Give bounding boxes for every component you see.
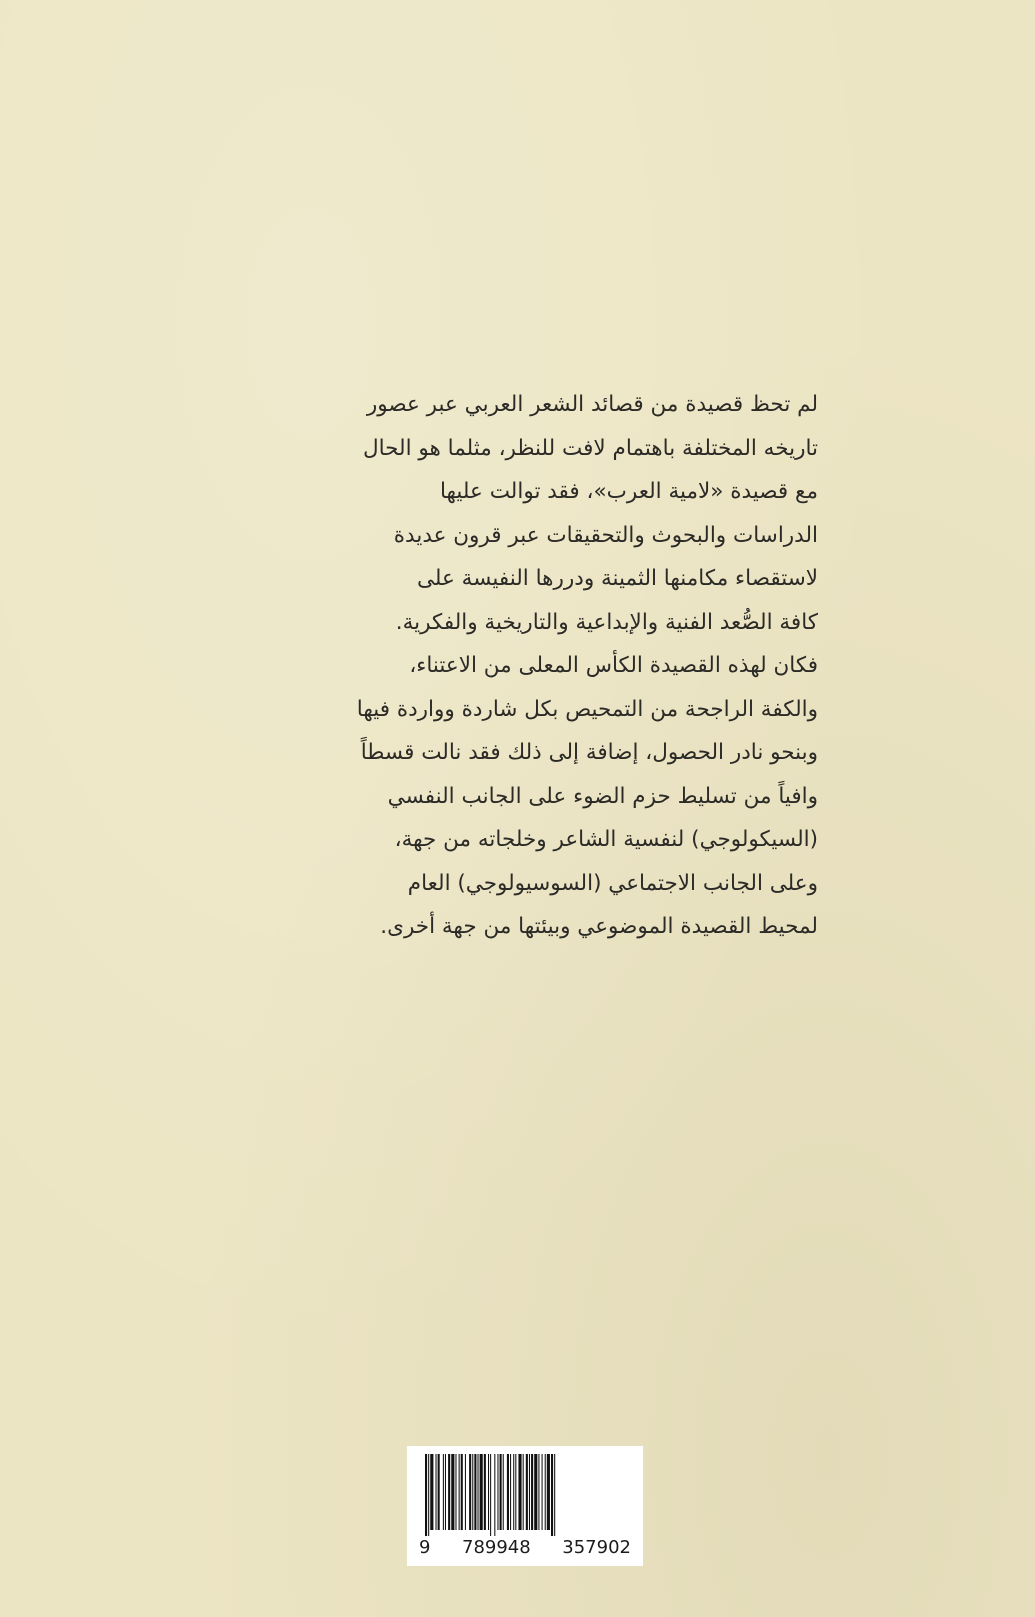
- blurb-line: مع قصيدة «لامية العرب»، فقد توالت عليها: [439, 479, 818, 504]
- barcode-bar: [534, 1454, 537, 1530]
- blurb-line: فكان لهذه القصيدة الكأس المعلى من الاعتناء،: [409, 653, 818, 678]
- barcode-bar: [507, 1454, 509, 1530]
- barcode-bar: [451, 1454, 454, 1530]
- barcode-bar: [448, 1454, 450, 1530]
- barcode-bar: [531, 1454, 533, 1530]
- blurb-line: تاريخه المختلفة باهتمام لافت للنظر، مثلما هو الحال: [362, 435, 818, 461]
- back-cover-blurb: [258, 383, 818, 949]
- barcode-bars: [419, 1454, 631, 1536]
- isbn-digits-left: 789948: [462, 1537, 531, 1558]
- barcode-bar: [428, 1454, 429, 1536]
- barcode-bar: [478, 1454, 479, 1530]
- barcode-bar: [459, 1454, 460, 1530]
- blurb-line: والكفة الراجحة من التمحيص بكل شاردة وواردة فيها: [356, 696, 818, 722]
- isbn-digit-first: 9: [419, 1537, 431, 1558]
- barcode-bar: [436, 1454, 437, 1530]
- isbn-number: [407, 1537, 643, 1558]
- barcode-bar: [472, 1454, 473, 1530]
- barcode-bar: [490, 1454, 491, 1536]
- blurb-line: (السيكولوجي) لنفسية الشاعر وخلجاته من جهة،: [394, 827, 818, 852]
- barcode-bar: [497, 1454, 498, 1530]
- blurb-line: وافياً من تسليط حزم الضوء على الجانب النفسي: [387, 783, 818, 809]
- barcode-bar: [515, 1454, 516, 1530]
- isbn-barcode: [407, 1446, 643, 1566]
- barcode-bar: [542, 1454, 543, 1530]
- blurb-line: لم تحظ قصيدة من قصائد الشعر العربي عبر عصور: [366, 392, 818, 417]
- barcode-bar: [461, 1454, 463, 1530]
- blurb-line: الدراسات والبحوث والتحقيقات عبر قرون عديدة: [393, 522, 818, 548]
- barcode-bar: [513, 1454, 514, 1530]
- barcode-bar: [523, 1454, 524, 1530]
- blurb-line: لمحيط القصيدة الموضوعي وبيئتها من جهة أخرى.: [380, 914, 818, 939]
- barcode-bar: [503, 1454, 504, 1530]
- barcode-bar: [510, 1454, 511, 1530]
- barcode-bar: [455, 1454, 456, 1530]
- barcode-bar: [494, 1454, 495, 1536]
- blurb-line: وعلى الجانب الاجتماعي (السوسيولوجي) العام: [407, 870, 818, 896]
- barcode-bar: [430, 1454, 433, 1530]
- barcode-bar: [554, 1454, 555, 1536]
- barcode-bar: [500, 1454, 502, 1530]
- barcode-bar: [488, 1454, 489, 1530]
- barcode-bar: [545, 1454, 546, 1530]
- barcode-bar: [551, 1454, 553, 1536]
- barcode-bar: [484, 1454, 486, 1530]
- barcode-bar: [518, 1454, 521, 1530]
- barcode-bar: [480, 1454, 483, 1530]
- barcode-bar: [526, 1454, 528, 1530]
- barcode-bar: [538, 1454, 539, 1530]
- blurb-line: لاستقصاء مكامنها الثمينة ودررها النفيسة على: [416, 566, 818, 591]
- barcode-bar: [469, 1454, 471, 1530]
- blurb-line: كافة الصُّعد الفنية والإبداعية والتاريخية والفكرية.: [395, 609, 818, 635]
- barcode-bar: [443, 1454, 444, 1530]
- barcode-bar: [438, 1454, 440, 1530]
- isbn-digits-right: 357902: [562, 1537, 631, 1558]
- barcode-bar: [529, 1454, 530, 1530]
- barcode-bar: [547, 1454, 550, 1530]
- barcode-bar: [465, 1454, 466, 1530]
- barcode-bar: [474, 1454, 476, 1530]
- blurb-line: وبنحو نادر الحصول، إضافة إلى ذلك فقد نالت قسطاً: [360, 740, 818, 765]
- barcode-bar: [445, 1454, 446, 1530]
- barcode-bar: [425, 1454, 427, 1536]
